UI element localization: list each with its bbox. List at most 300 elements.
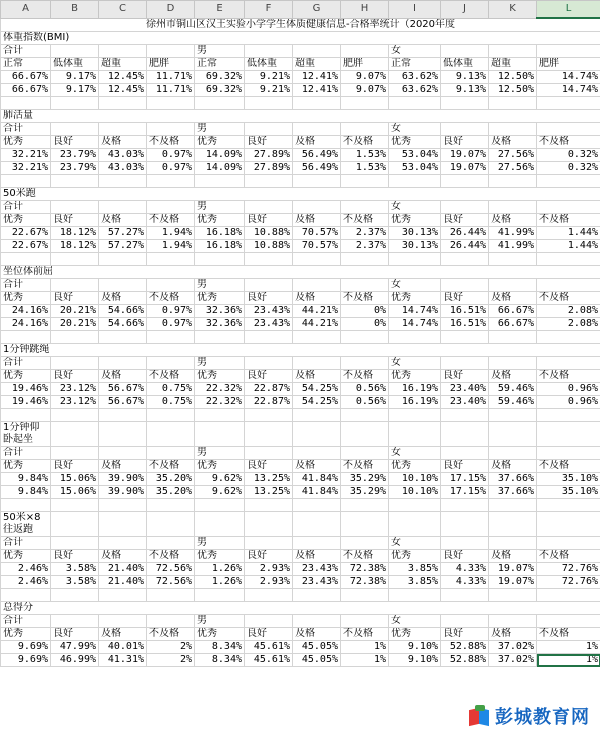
value-cell[interactable]: 70.57% xyxy=(293,240,341,253)
cell[interactable] xyxy=(1,589,51,602)
metric-header[interactable]: 不及格 xyxy=(341,136,389,149)
group-label[interactable]: 女 xyxy=(389,615,441,628)
value-cell[interactable]: 15.06% xyxy=(51,486,99,499)
cell[interactable] xyxy=(245,357,293,370)
cell[interactable] xyxy=(99,512,147,537)
cell[interactable] xyxy=(537,499,600,512)
value-cell[interactable]: 19.07% xyxy=(441,149,489,162)
cell[interactable] xyxy=(245,512,293,537)
value-cell[interactable]: 9.21% xyxy=(245,84,293,97)
value-cell[interactable]: 23.43% xyxy=(245,305,293,318)
value-cell[interactable]: 44.21% xyxy=(293,318,341,331)
value-cell[interactable]: 16.51% xyxy=(441,318,489,331)
value-cell[interactable]: 10.10% xyxy=(389,486,441,499)
cell[interactable] xyxy=(341,537,389,550)
value-cell[interactable]: 9.10% xyxy=(389,641,441,654)
value-cell[interactable]: 37.66% xyxy=(489,473,537,486)
value-cell[interactable]: 23.79% xyxy=(51,149,99,162)
cell[interactable] xyxy=(537,615,600,628)
cell[interactable] xyxy=(99,615,147,628)
cell[interactable] xyxy=(147,123,195,136)
group-label[interactable]: 合计 xyxy=(1,279,51,292)
group-label[interactable]: 女 xyxy=(389,45,441,58)
cell[interactable] xyxy=(245,589,293,602)
group-label[interactable]: 男 xyxy=(195,537,245,550)
cell[interactable] xyxy=(441,589,489,602)
cell[interactable] xyxy=(341,589,389,602)
cell[interactable] xyxy=(99,357,147,370)
value-cell[interactable]: 69.32% xyxy=(195,71,245,84)
cell[interactable] xyxy=(1,97,51,110)
value-cell[interactable]: 22.32% xyxy=(195,383,245,396)
cell[interactable] xyxy=(441,45,489,58)
cell[interactable] xyxy=(51,357,99,370)
cell[interactable] xyxy=(441,447,489,460)
value-cell[interactable]: 2% xyxy=(147,654,195,667)
value-cell[interactable]: 52.88% xyxy=(441,641,489,654)
value-cell[interactable]: 27.89% xyxy=(245,149,293,162)
cell[interactable] xyxy=(489,422,537,447)
value-cell[interactable]: 0.97% xyxy=(147,318,195,331)
value-cell[interactable]: 8.34% xyxy=(195,641,245,654)
value-cell[interactable]: 3.58% xyxy=(51,576,99,589)
value-cell[interactable]: 23.40% xyxy=(441,396,489,409)
metric-header[interactable]: 优秀 xyxy=(389,550,441,563)
metric-header[interactable]: 不及格 xyxy=(147,292,195,305)
cell[interactable] xyxy=(441,331,489,344)
section-name[interactable]: 体重指数(BMI) xyxy=(1,32,600,45)
cell[interactable] xyxy=(51,512,99,537)
value-cell[interactable]: 0.75% xyxy=(147,383,195,396)
group-label[interactable]: 男 xyxy=(195,615,245,628)
value-cell[interactable]: 59.46% xyxy=(489,396,537,409)
cell[interactable] xyxy=(51,45,99,58)
value-cell[interactable]: 23.12% xyxy=(51,383,99,396)
cell[interactable] xyxy=(537,409,600,422)
value-cell[interactable]: 30.13% xyxy=(389,227,441,240)
value-cell[interactable]: 56.67% xyxy=(99,383,147,396)
cell[interactable] xyxy=(51,615,99,628)
value-cell[interactable]: 45.61% xyxy=(245,654,293,667)
value-cell[interactable]: 56.67% xyxy=(99,396,147,409)
value-cell[interactable]: 16.51% xyxy=(441,305,489,318)
value-cell[interactable]: 23.40% xyxy=(441,383,489,396)
value-cell[interactable]: 9.17% xyxy=(51,84,99,97)
cell[interactable] xyxy=(99,422,147,447)
cell[interactable] xyxy=(99,123,147,136)
value-cell[interactable]: 46.99% xyxy=(51,654,99,667)
metric-header[interactable]: 不及格 xyxy=(147,460,195,473)
value-cell[interactable]: 53.04% xyxy=(389,162,441,175)
metric-header[interactable]: 优秀 xyxy=(1,292,51,305)
metric-header[interactable]: 不及格 xyxy=(537,136,600,149)
value-cell[interactable]: 66.67% xyxy=(489,318,537,331)
metric-header[interactable]: 优秀 xyxy=(1,370,51,383)
value-cell[interactable]: 12.50% xyxy=(489,71,537,84)
metric-header[interactable]: 优秀 xyxy=(195,214,245,227)
value-cell[interactable]: 0.97% xyxy=(147,149,195,162)
cell[interactable] xyxy=(245,499,293,512)
cell[interactable] xyxy=(489,175,537,188)
value-cell[interactable]: 22.67% xyxy=(1,240,51,253)
value-cell[interactable]: 72.76% xyxy=(537,563,600,576)
cell[interactable] xyxy=(99,331,147,344)
section-name[interactable]: 50米×8往返跑 xyxy=(1,512,51,537)
value-cell[interactable]: 2.37% xyxy=(341,240,389,253)
group-label[interactable]: 男 xyxy=(195,357,245,370)
cell[interactable] xyxy=(441,175,489,188)
cell[interactable] xyxy=(489,201,537,214)
metric-header[interactable]: 不及格 xyxy=(147,136,195,149)
cell[interactable] xyxy=(389,409,441,422)
value-cell[interactable]: 70.57% xyxy=(293,227,341,240)
value-cell[interactable]: 43.03% xyxy=(99,149,147,162)
cell[interactable] xyxy=(99,201,147,214)
value-cell[interactable]: 19.46% xyxy=(1,383,51,396)
value-cell[interactable]: 12.50% xyxy=(489,84,537,97)
cell[interactable] xyxy=(1,499,51,512)
value-cell[interactable]: 26.44% xyxy=(441,227,489,240)
metric-header[interactable]: 及格 xyxy=(99,136,147,149)
group-label[interactable]: 女 xyxy=(389,447,441,460)
cell[interactable] xyxy=(147,409,195,422)
metric-header[interactable]: 超重 xyxy=(99,58,147,71)
group-label[interactable]: 男 xyxy=(195,279,245,292)
cell[interactable] xyxy=(99,409,147,422)
value-cell[interactable]: 4.33% xyxy=(441,563,489,576)
value-cell[interactable]: 9.10% xyxy=(389,654,441,667)
value-cell[interactable]: 14.09% xyxy=(195,149,245,162)
value-cell[interactable]: 39.90% xyxy=(99,473,147,486)
cell[interactable] xyxy=(489,589,537,602)
value-cell[interactable]: 54.66% xyxy=(99,305,147,318)
metric-header[interactable]: 肥胖 xyxy=(537,58,600,71)
metric-header[interactable]: 不及格 xyxy=(147,214,195,227)
metric-header[interactable]: 及格 xyxy=(99,628,147,641)
value-cell[interactable]: 9.62% xyxy=(195,473,245,486)
group-label[interactable]: 女 xyxy=(389,201,441,214)
cell[interactable] xyxy=(51,279,99,292)
group-label[interactable]: 女 xyxy=(389,537,441,550)
column-header-k[interactable]: K xyxy=(489,1,537,19)
value-cell[interactable]: 9.21% xyxy=(245,71,293,84)
value-cell[interactable]: 69.32% xyxy=(195,84,245,97)
cell[interactable] xyxy=(99,499,147,512)
value-cell[interactable]: 35.10% xyxy=(537,486,600,499)
value-cell[interactable]: 14.74% xyxy=(537,84,600,97)
cell[interactable] xyxy=(341,175,389,188)
group-label[interactable]: 男 xyxy=(195,45,245,58)
metric-header[interactable]: 良好 xyxy=(51,370,99,383)
value-cell[interactable]: 0% xyxy=(341,318,389,331)
cell[interactable] xyxy=(245,253,293,266)
cell[interactable] xyxy=(147,537,195,550)
value-cell[interactable]: 39.90% xyxy=(99,486,147,499)
cell[interactable] xyxy=(389,499,441,512)
value-cell[interactable]: 14.09% xyxy=(195,162,245,175)
value-cell[interactable]: 32.21% xyxy=(1,149,51,162)
value-cell[interactable]: 0% xyxy=(341,305,389,318)
metric-header[interactable]: 及格 xyxy=(99,460,147,473)
sheet-title[interactable]: 徐州市铜山区汉王实验小学学生体质健康信息-合格率统计（2020年度 xyxy=(1,18,600,32)
value-cell[interactable]: 1.94% xyxy=(147,227,195,240)
metric-header[interactable]: 不及格 xyxy=(341,628,389,641)
cell[interactable] xyxy=(537,447,600,460)
cell[interactable] xyxy=(51,422,99,447)
cell[interactable] xyxy=(293,615,341,628)
value-cell[interactable]: 54.66% xyxy=(99,318,147,331)
metric-header[interactable]: 优秀 xyxy=(195,460,245,473)
cell[interactable] xyxy=(341,499,389,512)
value-cell[interactable]: 72.76% xyxy=(537,576,600,589)
cell[interactable] xyxy=(389,97,441,110)
value-cell[interactable]: 23.43% xyxy=(293,563,341,576)
value-cell[interactable]: 1.53% xyxy=(341,149,389,162)
column-header-g[interactable]: G xyxy=(293,1,341,19)
value-cell[interactable]: 57.27% xyxy=(99,227,147,240)
cell[interactable] xyxy=(293,409,341,422)
cell[interactable] xyxy=(245,45,293,58)
metric-header[interactable]: 肥胖 xyxy=(147,58,195,71)
cell[interactable] xyxy=(245,175,293,188)
metric-header[interactable]: 不及格 xyxy=(147,628,195,641)
cell[interactable] xyxy=(147,279,195,292)
cell[interactable] xyxy=(389,422,441,447)
cell[interactable] xyxy=(147,201,195,214)
value-cell[interactable]: 14.74% xyxy=(537,71,600,84)
cell[interactable] xyxy=(441,279,489,292)
value-cell[interactable]: 37.02% xyxy=(489,641,537,654)
value-cell[interactable]: 11.71% xyxy=(147,84,195,97)
value-cell[interactable]: 21.40% xyxy=(99,563,147,576)
metric-header[interactable]: 良好 xyxy=(245,292,293,305)
metric-header[interactable]: 良好 xyxy=(441,214,489,227)
value-cell[interactable]: 16.19% xyxy=(389,383,441,396)
metric-header[interactable]: 良好 xyxy=(51,628,99,641)
value-cell[interactable]: 45.05% xyxy=(293,654,341,667)
group-label[interactable]: 合计 xyxy=(1,447,51,460)
metric-header[interactable]: 及格 xyxy=(99,550,147,563)
value-cell[interactable]: 37.02% xyxy=(489,654,537,667)
value-cell[interactable]: 10.88% xyxy=(245,240,293,253)
metric-header[interactable]: 及格 xyxy=(489,460,537,473)
cell[interactable] xyxy=(489,615,537,628)
cell[interactable] xyxy=(293,357,341,370)
metric-header[interactable]: 不及格 xyxy=(341,292,389,305)
metric-header[interactable]: 良好 xyxy=(245,460,293,473)
cell[interactable] xyxy=(245,447,293,460)
cell[interactable] xyxy=(293,512,341,537)
metric-header[interactable]: 及格 xyxy=(293,628,341,641)
value-cell[interactable]: 19.07% xyxy=(489,563,537,576)
cell[interactable] xyxy=(389,512,441,537)
cell[interactable] xyxy=(293,253,341,266)
cell[interactable] xyxy=(341,45,389,58)
cell[interactable] xyxy=(293,45,341,58)
metric-header[interactable]: 优秀 xyxy=(389,370,441,383)
column-header-j[interactable]: J xyxy=(441,1,489,19)
metric-header[interactable]: 良好 xyxy=(441,460,489,473)
cell[interactable] xyxy=(245,331,293,344)
value-cell[interactable]: 12.45% xyxy=(99,71,147,84)
metric-header[interactable]: 优秀 xyxy=(1,460,51,473)
cell[interactable] xyxy=(147,447,195,460)
value-cell[interactable]: 44.21% xyxy=(293,305,341,318)
cell[interactable] xyxy=(441,97,489,110)
cell[interactable] xyxy=(195,175,245,188)
group-label[interactable]: 女 xyxy=(389,279,441,292)
metric-header[interactable]: 良好 xyxy=(51,292,99,305)
cell[interactable] xyxy=(293,97,341,110)
cell[interactable] xyxy=(147,331,195,344)
cell[interactable] xyxy=(1,409,51,422)
value-cell[interactable]: 19.07% xyxy=(441,162,489,175)
cell[interactable] xyxy=(489,331,537,344)
value-cell[interactable]: 35.20% xyxy=(147,473,195,486)
cell[interactable] xyxy=(441,615,489,628)
cell[interactable] xyxy=(389,589,441,602)
value-cell[interactable]: 63.62% xyxy=(389,71,441,84)
value-cell[interactable]: 72.56% xyxy=(147,563,195,576)
value-cell[interactable]: 0.96% xyxy=(537,396,600,409)
cell[interactable] xyxy=(441,422,489,447)
value-cell[interactable]: 10.10% xyxy=(389,473,441,486)
cell[interactable] xyxy=(341,357,389,370)
group-label[interactable]: 合计 xyxy=(1,537,51,550)
value-cell[interactable]: 1.44% xyxy=(537,227,600,240)
value-cell[interactable]: 59.46% xyxy=(489,383,537,396)
cell[interactable] xyxy=(245,422,293,447)
value-cell[interactable]: 32.21% xyxy=(1,162,51,175)
cell[interactable] xyxy=(51,123,99,136)
column-header-b[interactable]: B xyxy=(51,1,99,19)
cell[interactable] xyxy=(147,45,195,58)
section-name[interactable]: 50米跑 xyxy=(1,188,600,201)
value-cell[interactable]: 21.40% xyxy=(99,576,147,589)
value-cell[interactable]: 72.56% xyxy=(147,576,195,589)
cell[interactable] xyxy=(245,537,293,550)
value-cell[interactable]: 56.49% xyxy=(293,149,341,162)
value-cell[interactable]: 54.25% xyxy=(293,383,341,396)
cell[interactable] xyxy=(389,253,441,266)
cell[interactable] xyxy=(99,175,147,188)
cell[interactable] xyxy=(147,357,195,370)
metric-header[interactable]: 及格 xyxy=(293,136,341,149)
value-cell[interactable]: 22.87% xyxy=(245,383,293,396)
cell[interactable] xyxy=(537,97,600,110)
value-cell[interactable]: 9.17% xyxy=(51,71,99,84)
value-cell[interactable]: 12.45% xyxy=(99,84,147,97)
value-cell[interactable]: 2.93% xyxy=(245,563,293,576)
value-cell[interactable]: 9.69% xyxy=(1,641,51,654)
value-cell[interactable]: 32.36% xyxy=(195,318,245,331)
value-cell[interactable]: 35.20% xyxy=(147,486,195,499)
cell[interactable] xyxy=(51,331,99,344)
value-cell[interactable]: 18.12% xyxy=(51,227,99,240)
cell[interactable] xyxy=(341,615,389,628)
value-cell[interactable]: 2.46% xyxy=(1,576,51,589)
metric-header[interactable]: 良好 xyxy=(245,214,293,227)
value-cell[interactable]: 41.99% xyxy=(489,240,537,253)
metric-header[interactable]: 正常 xyxy=(389,58,441,71)
cell[interactable] xyxy=(51,253,99,266)
value-cell[interactable]: 19.46% xyxy=(1,396,51,409)
metric-header[interactable]: 不及格 xyxy=(537,370,600,383)
cell[interactable] xyxy=(537,537,600,550)
metric-header[interactable]: 及格 xyxy=(293,370,341,383)
cell[interactable] xyxy=(99,279,147,292)
value-cell[interactable]: 24.16% xyxy=(1,318,51,331)
group-label[interactable]: 合计 xyxy=(1,45,51,58)
value-cell[interactable]: 23.43% xyxy=(293,576,341,589)
cell[interactable] xyxy=(195,512,245,537)
cell[interactable] xyxy=(1,175,51,188)
cell[interactable] xyxy=(537,357,600,370)
value-cell[interactable]: 37.66% xyxy=(489,486,537,499)
cell[interactable] xyxy=(341,447,389,460)
group-label[interactable]: 男 xyxy=(195,447,245,460)
metric-header[interactable]: 优秀 xyxy=(195,370,245,383)
cell[interactable] xyxy=(99,45,147,58)
value-cell[interactable]: 12.41% xyxy=(293,84,341,97)
value-cell[interactable]: 13.25% xyxy=(245,486,293,499)
value-cell[interactable]: 13.25% xyxy=(245,473,293,486)
cell[interactable] xyxy=(537,201,600,214)
cell[interactable] xyxy=(489,447,537,460)
value-cell[interactable]: 3.85% xyxy=(389,563,441,576)
cell[interactable] xyxy=(441,409,489,422)
metric-header[interactable]: 不及格 xyxy=(147,370,195,383)
value-cell[interactable]: 52.88% xyxy=(441,654,489,667)
metric-header[interactable]: 良好 xyxy=(441,136,489,149)
value-cell[interactable]: 47.99% xyxy=(51,641,99,654)
metric-header[interactable]: 良好 xyxy=(51,136,99,149)
value-cell[interactable]: 27.89% xyxy=(245,162,293,175)
value-cell[interactable]: 24.16% xyxy=(1,305,51,318)
value-cell[interactable]: 15.06% xyxy=(51,473,99,486)
value-cell[interactable]: 9.84% xyxy=(1,473,51,486)
cell[interactable] xyxy=(489,45,537,58)
value-cell[interactable]: 72.38% xyxy=(341,576,389,589)
cell[interactable] xyxy=(195,589,245,602)
metric-header[interactable]: 良好 xyxy=(245,136,293,149)
cell[interactable] xyxy=(293,331,341,344)
metric-header[interactable]: 良好 xyxy=(51,214,99,227)
group-label[interactable]: 女 xyxy=(389,123,441,136)
cell[interactable] xyxy=(1,253,51,266)
value-cell[interactable]: 0.32% xyxy=(537,162,600,175)
column-header-l[interactable]: L xyxy=(537,1,600,19)
metric-header[interactable]: 不及格 xyxy=(341,214,389,227)
cell[interactable] xyxy=(441,512,489,537)
section-name[interactable]: 坐位体前屈 xyxy=(1,266,600,279)
metric-header[interactable]: 优秀 xyxy=(389,292,441,305)
cell[interactable] xyxy=(537,512,600,537)
cell[interactable] xyxy=(51,499,99,512)
value-cell[interactable]: 40.01% xyxy=(99,641,147,654)
value-cell[interactable]: 20.21% xyxy=(51,318,99,331)
cell[interactable] xyxy=(489,409,537,422)
value-cell[interactable]: 26.44% xyxy=(441,240,489,253)
metric-header[interactable]: 优秀 xyxy=(389,628,441,641)
cell[interactable] xyxy=(51,409,99,422)
cell[interactable] xyxy=(489,357,537,370)
value-cell[interactable]: 9.13% xyxy=(441,71,489,84)
value-cell[interactable]: 35.29% xyxy=(341,486,389,499)
cell[interactable] xyxy=(147,615,195,628)
metric-header[interactable]: 及格 xyxy=(293,214,341,227)
cell[interactable] xyxy=(441,499,489,512)
